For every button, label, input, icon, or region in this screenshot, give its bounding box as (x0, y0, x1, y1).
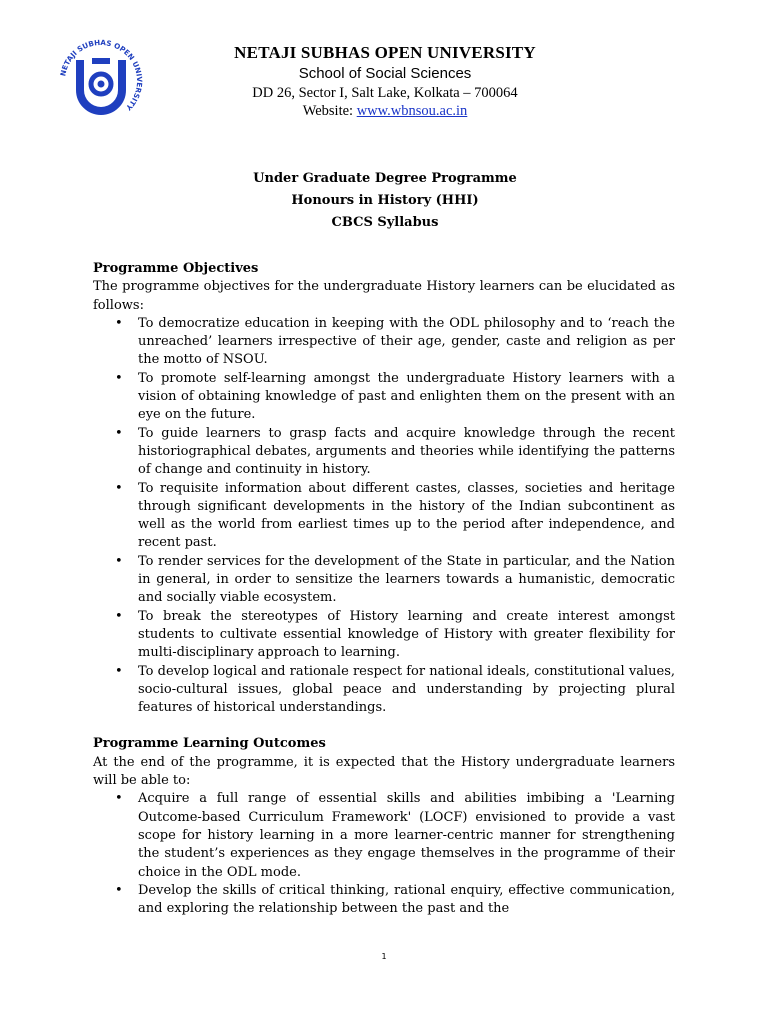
title-line-3: CBCS Syllabus (331, 215, 439, 230)
outcomes-intro: At the end of the programme, it is expected that the History undergraduate learners will be able to: (93, 754, 675, 789)
list-item: • To requisite information about different castes, classes, societies and heritage through significant developments in the history of the Indian subcontinent as well as the world from earliest times up to the period after independence, and recent past. (138, 480, 675, 553)
list-item: • Develop the skills of critical thinking, rational enquiry, effective communication, and exploring the relationship between the past and the (138, 882, 675, 919)
document-title (160, 168, 610, 234)
list-item: • To render services for the development of the State in particular, and the Nation in general, in order to sensitize the learners towards a humanistic, democratic and socially viable ecosystem. (138, 553, 675, 608)
title-line-2: Honours in History (HHI) (291, 193, 479, 208)
list-item: • To promote self-learning amongst the undergraduate History learners with a vision of obtaining knowledge of past and enlighten them on the present with an eye on the future. (138, 370, 675, 425)
address: DD 26, Sector I, Salt Lake, Kolkata – 700064 (252, 85, 518, 101)
title-line-1: Under Graduate Degree Programme (253, 171, 517, 186)
page-number: 1 (381, 952, 387, 961)
letterhead (160, 42, 610, 120)
website-link[interactable]: www.wbnsou.ac.in (356, 103, 468, 119)
outcomes-list (93, 790, 675, 918)
website-label: Website: (302, 103, 357, 119)
school-name: School of Social Sciences (298, 65, 472, 82)
list-item: • To guide learners to grasp facts and acquire knowledge through the recent historiographical debates, arguments and theories while identifying the patterns of change and continuity in history. (138, 425, 675, 480)
website-line (160, 102, 610, 120)
list-item: • Acquire a full range of essential skills and abilities imbibing a 'Learning Outcome-based Curriculum Framework' (LOCF) envisioned to provide a vast scope for history learning in a more learner-centric manner for strengthening the student’s experiences as they engage themselves in the programme of their choice in the ODL mode. (138, 790, 675, 881)
list-item: • To break the stereotypes of History learning and create interest amongst students to cultivate essential knowledge of History with greater flexibility for multi-disciplinary approach to learning. (138, 608, 675, 663)
objectives-intro: The programme objectives for the undergraduate History learners can be elucidated as follows: (93, 279, 675, 313)
objectives-heading: Programme Objectives (93, 261, 259, 276)
objectives-list (93, 315, 675, 718)
list-item: • To democratize education in keeping with the ODL philosophy and to ‘reach the unreached’ learners irrespective of their age, gender, caste and religion as per the motto of NSOU. (138, 315, 675, 370)
outcomes-heading: Programme Learning Outcomes (93, 736, 326, 752)
logo-ring-text: NETAJI SUBHAS OPEN UNIVERSITY (58, 38, 144, 113)
document-body (93, 260, 675, 918)
list-item: • To develop logical and rationale respect for national ideals, constitutional values, socio-cultural issues, global peace and understanding by projecting plural features of historical understandings. (138, 663, 675, 718)
university-name: NETAJI SUBHAS OPEN UNIVERSITY (234, 43, 536, 62)
university-logo (58, 38, 144, 124)
nsou-emblem-icon (58, 38, 144, 124)
